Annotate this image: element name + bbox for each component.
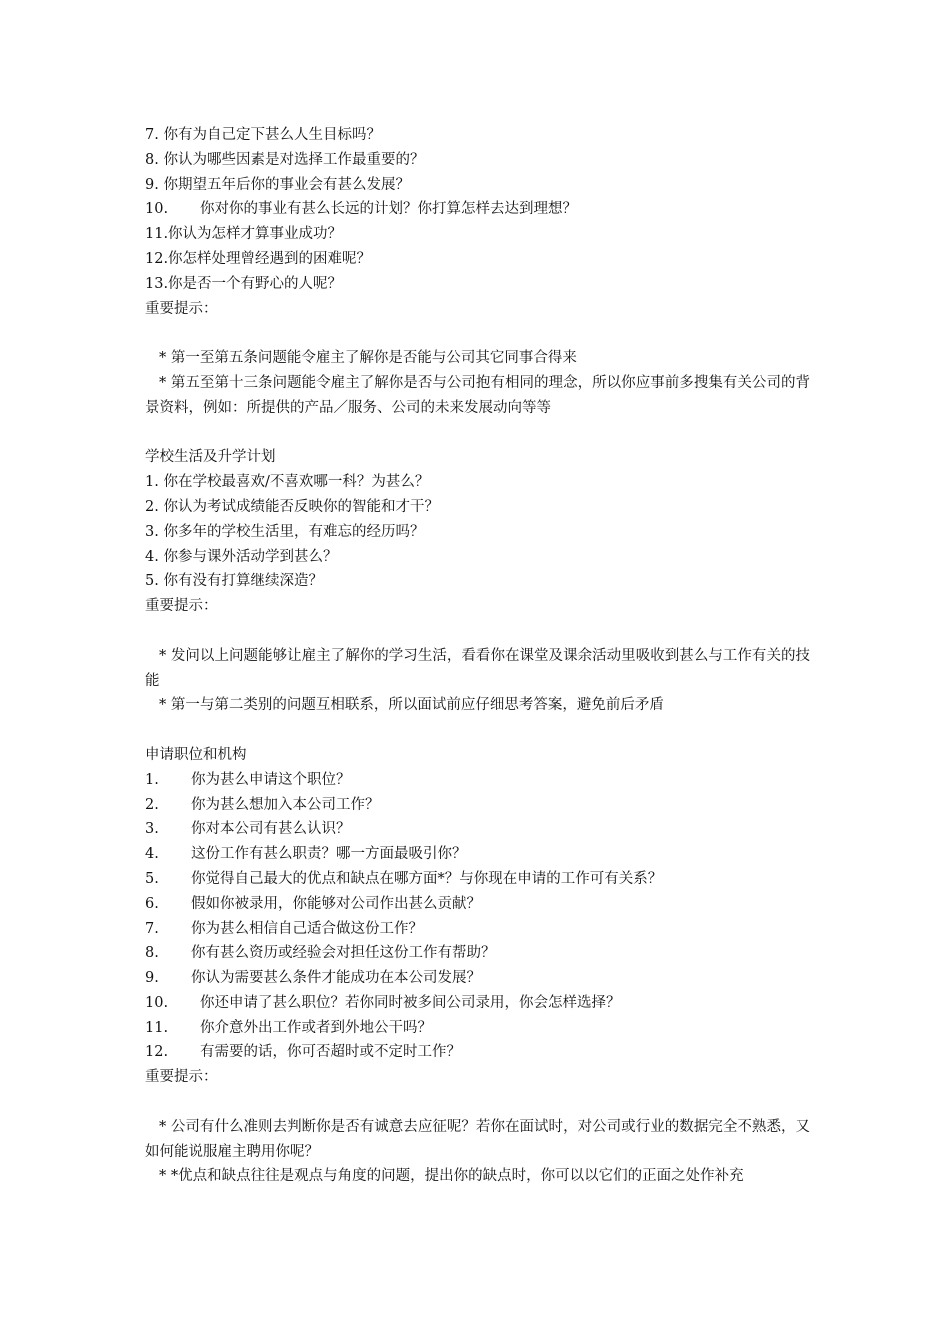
question-number: 10. [145,994,169,1011]
question-item [145,1016,810,1041]
question-number: 11. [145,1019,169,1036]
question-number: 10. [145,201,169,218]
tip-item: * 第一至第五条问题能令雇主了解你是否能与公司其它同事合得来 [159,350,577,367]
question-number: 2. [145,796,159,813]
tip-item: * 发问以上问题能够让雇主了解你的学习生活，看看你在课堂及课余活动里吸收到甚么与工作有关的技能 [145,647,810,689]
question-text: 你对你的事业有甚么长远的计划？你打算怎样去达到理想？ [200,201,577,218]
question-item [145,917,810,942]
question-item [145,197,810,222]
question-item: 7. 你有为自己定下甚么人生目标吗？ [145,127,381,143]
question-item: 12.你怎样处理曾经遇到的困难呢？ [145,250,372,267]
tips-label: 重要提示： [145,300,218,317]
tip-item: * *优点和缺点往往是观点与角度的问题，提出你的缺点时，你可以以它们的正面之处作补充 [159,1168,744,1185]
question-number: 8. [145,945,159,962]
question-item [145,991,810,1016]
question-text: 假如你被录用，你能够对公司作出甚么贡献？ [191,895,481,912]
question-item [145,867,810,892]
tips-label: 重要提示： [145,598,218,615]
question-text: 有需要的话，你可否超时或不定时工作？ [200,1044,461,1061]
question-item [145,768,810,793]
question-number: 6. [145,895,159,912]
question-item: 13.你是否一个有野心的人呢？ [145,275,343,292]
question-item: 11.你认为怎样才算事业成功？ [145,226,343,243]
question-item: 8. 你认为哪些因素是对选择工作最重要的？ [145,151,425,168]
question-text: 你为甚么申请这个职位？ [191,771,351,788]
question-number: 9. [145,970,159,987]
question-number: 1. [145,771,159,788]
question-item [145,941,810,966]
question-text: 这份工作有甚么职责？哪一方面最吸引你？ [191,846,467,863]
spacer [145,421,810,446]
question-item: 1. 你在学校最喜欢/不喜欢哪一科？为甚么？ [145,474,430,491]
question-text: 你还申请了甚么职位？若你同时被多间公司录用，你会怎样选择？ [200,994,621,1011]
question-text: 你觉得自己最大的优点和缺点在哪方面*？与你现在申请的工作可有关系？ [191,870,663,887]
question-item: 9. 你期望五年后你的事业会有甚么发展？ [145,176,410,193]
spacer [145,619,810,644]
question-text: 你认为需要甚么条件才能成功在本公司发展？ [191,970,481,987]
question-text: 你为甚么想加入本公司工作？ [191,796,380,813]
question-item [145,966,810,991]
question-item [145,1040,810,1065]
tip-item: * 第五至第十三条问题能令雇主了解你是否与公司抱有相同的理念，所以你应事前多搜集有关公司的背景资料，例如：所提供的产品／服务、公司的未来发展动向等等 [145,374,810,416]
question-item [145,842,810,867]
spacer [145,718,810,743]
question-item [145,817,810,842]
spacer [145,321,810,346]
section-heading: 申请职位和机构 [145,746,247,763]
question-text: 你对本公司有甚么认识？ [191,821,351,838]
tip-item: * 第一与第二类别的问题互相联系，所以面试前应仔细思考答案，避免前后矛盾 [159,697,664,714]
tips-label: 重要提示： [145,1069,218,1086]
question-number: 12. [145,1044,169,1061]
document-page [145,123,810,1189]
question-text: 你介意外出工作或者到外地公干吗？ [200,1019,432,1036]
spacer [145,1090,810,1115]
question-number: 7. [145,920,159,937]
question-item [145,793,810,818]
tip-item: * 公司有什么准则去判断你是否有诚意去应征呢？若你在面试时，对公司或行业的数据完全不熟悉，又如何能说服雇主聘用你呢？ [145,1118,810,1160]
question-number: 4. [145,846,159,863]
question-text: 你有甚么资历或经验会对担任这份工作有帮助？ [191,945,496,962]
question-item [145,892,810,917]
question-item: 3. 你多年的学校生活里，有难忘的经历吗？ [145,523,425,540]
section-heading: 学校生活及升学计划 [145,449,276,466]
question-item: 4. 你参与课外活动学到甚么？ [145,548,338,565]
question-text: 你为甚么相信自己适合做这份工作？ [191,920,423,937]
question-item: 5. 你有没有打算继续深造？ [145,573,323,590]
question-number: 3. [145,821,159,838]
question-item: 2. 你认为考试成绩能否反映你的智能和才干？ [145,498,439,515]
question-number: 5. [145,870,159,887]
